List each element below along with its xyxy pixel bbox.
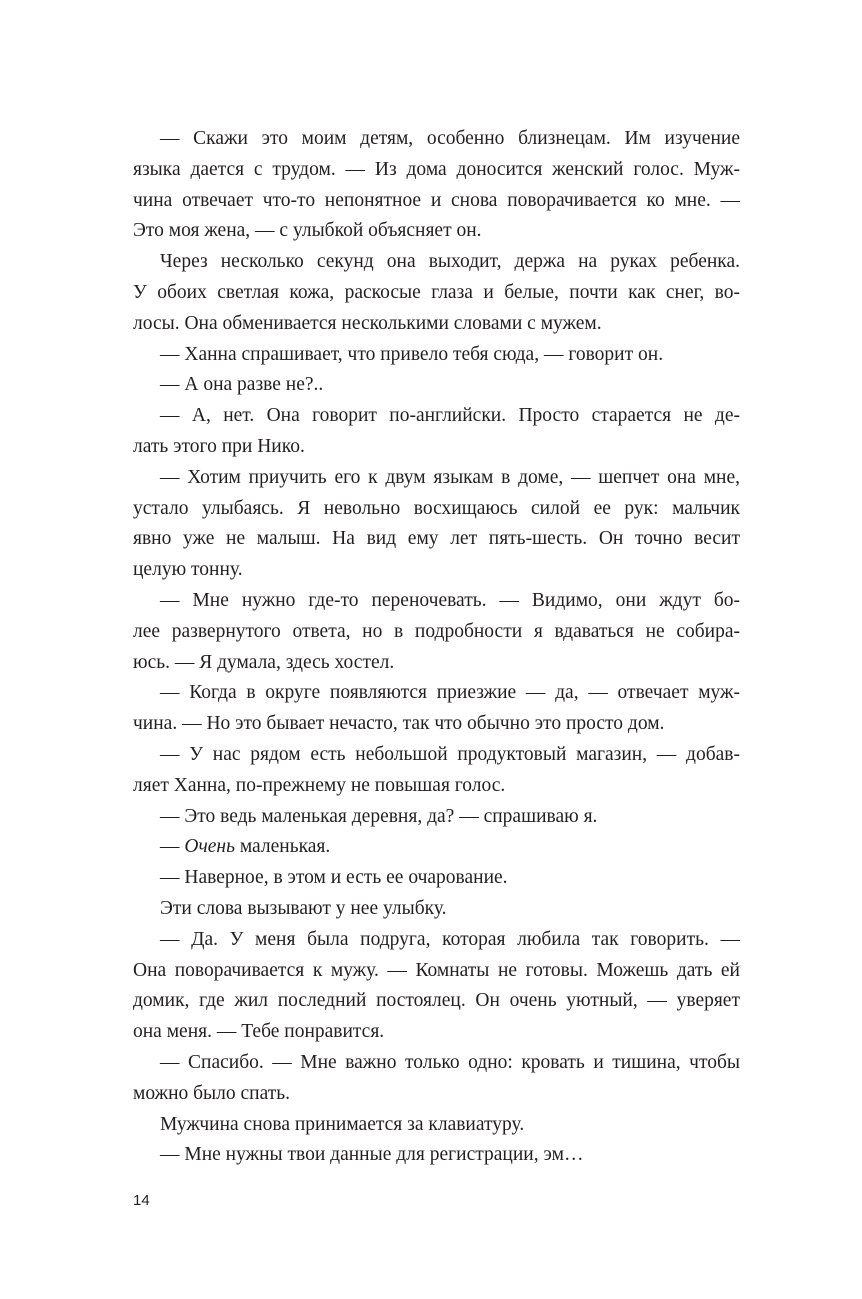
- paragraph: [133, 1048, 740, 1110]
- text-line: Это моя жена, — с улыбкой объясняет он.: [133, 220, 482, 242]
- text-line: ляет Ханна, по-прежнему не повышая голос.: [133, 774, 506, 796]
- text-line: явно уже не малыш. На вид ему лет пять-шесть. Он точно весит: [133, 528, 740, 550]
- paragraph: [133, 370, 740, 401]
- text-line: — У нас рядом есть небольшой продуктовый магазин, — добав-: [160, 743, 740, 765]
- text-line: языка дается с трудом. — Из дома доносится женский голос. Муж-: [133, 158, 740, 180]
- text-line: — Ханна спрашивает, что привело тебя сюда, — говорит он.: [160, 343, 664, 365]
- paragraph: [133, 894, 740, 925]
- text-line: — Это ведь маленькая деревня, да? — спрашиваю я.: [160, 805, 598, 827]
- text-line: Мужчина снова принимается за клавиатуру.: [160, 1113, 525, 1135]
- text-line: У обоих светлая кожа, раскосые глаза и белые, почти как снег, во-: [133, 281, 740, 303]
- text-line: целую тонну.: [133, 559, 243, 581]
- italic-text: Очень: [184, 836, 235, 858]
- text-line: Через несколько секунд она выходит, держа на руках ребенка.: [160, 251, 740, 273]
- paragraph: [133, 802, 740, 833]
- text-line: — А она разве не?..: [160, 374, 324, 396]
- paragraph: [133, 340, 740, 371]
- text-line: домик, где жил последний постоялец. Он очень уютный, — уверяет: [133, 990, 740, 1012]
- paragraph: [133, 1110, 740, 1141]
- text-line: чина отвечает что-то непонятное и снова поворачивается ко мне. —: [133, 189, 740, 211]
- text-line: — Скажи это моим детям, особенно близнецам. Им изучение: [160, 128, 740, 149]
- paragraph: [133, 586, 740, 678]
- paragraph: [133, 124, 740, 247]
- paragraph: [133, 740, 740, 802]
- paragraph: [133, 463, 740, 586]
- text-line: Она поворачивается к мужу. — Комнаты не готовы. Можешь дать ей: [133, 959, 740, 981]
- text-segment: —: [160, 836, 185, 858]
- text-line: — Мне нужны твои данные для регистрации, эм…: [160, 1144, 584, 1166]
- paragraph: [133, 401, 740, 463]
- text-line: она меня. — Тебе понравится.: [133, 1021, 385, 1043]
- paragraph: [133, 925, 740, 1048]
- text-line: — А, нет. Она говорит по-английски. Просто старается не де-: [160, 405, 740, 427]
- page-number: 14: [133, 1192, 150, 1209]
- text-line: юсь. — Я думала, здесь хостел.: [133, 651, 395, 673]
- paragraph: [133, 1140, 740, 1171]
- text-line: лее развернутого ответа, но в подробности я вдаваться не собира-: [133, 620, 740, 642]
- text-segment: маленькая.: [234, 836, 331, 858]
- paragraph: [133, 678, 740, 740]
- paragraph: [133, 832, 740, 863]
- paragraph: [133, 863, 740, 894]
- text-line: лать этого при Нико.: [133, 435, 305, 457]
- paragraph: [133, 247, 740, 339]
- text-line: Эти слова вызывают у нее улыбку.: [160, 897, 447, 919]
- text-line: — Спасибо. — Мне важно только одно: кровать и тишина, чтобы: [160, 1051, 740, 1073]
- text-line: — Да. У меня была подруга, которая любила так говорить. —: [160, 928, 740, 950]
- text-line: лосы. Она обменивается несколькими словами с мужем.: [133, 312, 602, 334]
- text-line: — Наверное, в этом и есть ее очарование.: [160, 867, 508, 889]
- text-line: [133, 832, 740, 863]
- text-line: устало улыбаясь. Я невольно восхищаюсь силой ее рук: мальчик: [133, 497, 740, 519]
- text-line: — Мне нужно где-то переночевать. — Видимо, они ждут бо-: [160, 589, 740, 611]
- text-line: чина. — Но это бывает нечасто, так что обычно это просто дом.: [133, 713, 665, 735]
- text-line: — Хотим приучить его к двум языкам в доме, — шепчет она мне,: [160, 466, 740, 488]
- text-line: — Когда в округе появляются приезжие — да, — отвечает муж-: [160, 682, 740, 704]
- page-body-text: [133, 124, 740, 1171]
- text-line: можно было спать.: [133, 1082, 291, 1104]
